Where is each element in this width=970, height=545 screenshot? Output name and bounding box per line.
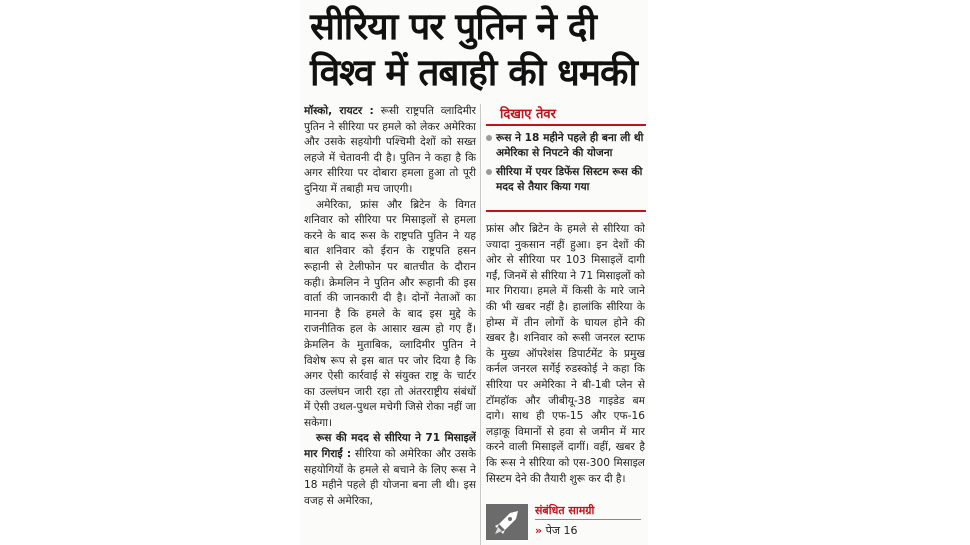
column-divider <box>480 104 481 545</box>
article-paragraph <box>304 431 476 509</box>
article-left-column <box>304 104 476 545</box>
highlight-text: रूस ने 18 महीने पहले ही बना ली थी अमेरिका से निपटने की योजना <box>496 132 644 159</box>
headline <box>310 4 646 96</box>
newspaper-clipping <box>300 0 648 545</box>
article-paragraph: अमेरिका, फ्रांस और ब्रिटेन के विगत शनिवार को सीरिया पर मिसाइलों से हमला करने के बाद रूस के राष्ट्रपति पुतिन ने यह बात शनिवार को ईरान के राष्ट्रपति हसन रूहानी से टेलीफोन पर बातचीत के दौरान कही। क्रेमलिन ने पुतिन और रूहानी की इस वार्ता की जानकारी दी है। दोनों नेताओं का मानना है कि हमले के बाद इस मुद्दे के राजनीतिक हल के आसार खत्म हो गए हैं। क्रेमलिन के मुताबिक, व्लादिमीर पुतिन ने विशेष रूप से इस बात पर जोर दिया है कि अगर ऐसी कार्रवाई से संयुक्त राष्ट्र के चार्टर का उल्लंघन जारी रहा तो अंतरराष्ट्रीय संबंधों में ऐसी उथल-पुथल मचेगी जिसे रोका नहीं जा सकेगा। <box>304 198 476 429</box>
dateline: मॉस्को, रायटर : <box>304 105 374 117</box>
paragraph-text: रूसी राष्ट्रपति व्लादिमीर पुतिन ने सीरिया पर हमले को लेकर अमेरिका और उसके सहयोगी पश्चिमी देशों को सख्त लहजे में चेतावनी दी है। पुतिन ने कहा है कि अगर सीरिया पर दोबारा हमला हुआ तो पूरी दुनिया में तबाही मच जाएगी। <box>304 105 476 195</box>
highlights-list <box>486 131 646 199</box>
article-paragraph: फ्रांस और ब्रिटेन के हमले से सीरिया को ज्यादा नुकसान नहीं हुआ। इन देशों की ओर से सीरिया पर 103 मिसाइलें दागी गईं, जिनमें से सीरिया ने 71 मिसाइलों को मार गिराया। हमले में किसी के मारे जाने की भी खबर नहीं है। हालांकि सीरिया के होम्स में तीन लोगों के घायल होने की खबर है। शनिवार को रूसी जनरल स्टाफ के मुख्य ऑपरेशंस डिपार्टमेंट के प्रमुख कर्नल जनरल सर्गेई रुडस्कोई ने कहा कि सीरिया पर अमेरिका ने बी-1बी प्लेन से टॉमहॉक और जीबीयू-38 गाइडेड बम दागे। साथ ही एफ-15 और एफ-16 लड़ाकू विमानों से हवा से जमीन में मार करने वाली मिसाइलें दागीं। वहीं, खबर है कि रूस ने सीरिया को एस-300 मिसाइल सिस्टम देने की तैयारी शुरू कर दी है। <box>486 223 645 485</box>
bullet-icon <box>486 135 492 141</box>
highlight-item <box>486 165 646 195</box>
highlight-text: सीरिया में एयर डिफेंस सिस्टम रूस की मदद से तैयार किया गया <box>496 166 643 193</box>
related-label: संबंधित सामग्री <box>535 504 595 517</box>
article-right-column <box>486 222 645 496</box>
paragraph-text: सीरिया को अमेरिका और उसके सहयोगियों के हमले से बचाने के लिए रूस ने 18 महीने पहले ही योजना बना ली थी। इस वजह से अमेरिका, <box>304 448 476 507</box>
article-paragraph <box>304 104 476 198</box>
missile-icon <box>486 504 528 540</box>
highlights-rule <box>486 124 646 126</box>
related-underline <box>535 519 641 520</box>
highlights-bottom-rule <box>486 210 646 212</box>
chevron-right-icon: » <box>535 524 543 537</box>
highlights-title: दिखाए तेवर <box>500 107 556 122</box>
subheading: रूस की मदद से सीरिया ने 71 मिसाइलें मार गिराईं : <box>304 432 476 461</box>
bullet-icon <box>486 169 492 175</box>
headline-line-2: विश्व में तबाही की धमकी <box>310 51 638 94</box>
related-page-link[interactable] <box>535 523 578 538</box>
related-content <box>486 502 646 542</box>
highlights-box <box>486 104 646 214</box>
highlight-item <box>486 131 646 161</box>
related-page-text: पेज 16 <box>545 524 578 537</box>
headline-line-1: सीरिया पर पुतिन ने दी <box>310 5 597 48</box>
